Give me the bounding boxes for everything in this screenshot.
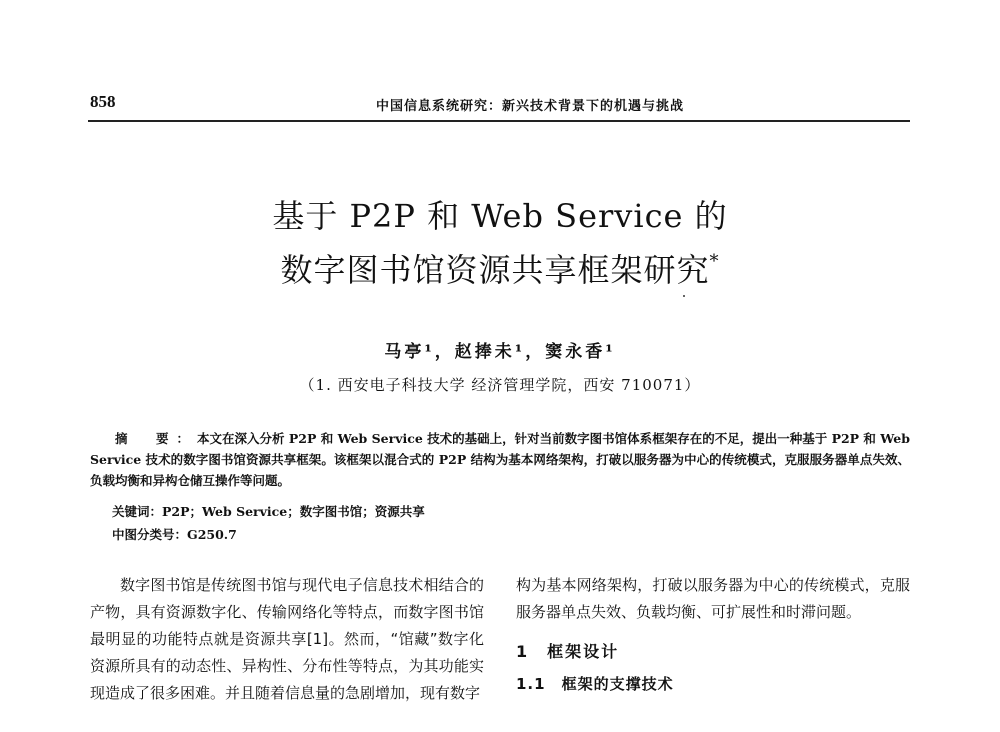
section-heading: 1 框架设计	[516, 642, 620, 661]
body-column-left	[90, 572, 484, 707]
abstract-text: 本文在深入分析 P2P 和 Web Service 技术的基础上，针对当前数字图书馆体系框架存在的不足，提出一种基于 P2P 和 Web Service 技术的数字图书馆资源共享框架。该框架以混合式的 P2P 结构为基本网络架构，打破以服务器为中心的传统模式，克服服务器单点失效、负载均衡和异构仓储互操作等问题。	[90, 431, 910, 488]
running-title: 中国信息系统研究：新兴技术背景下的机遇与挑战	[375, 99, 684, 114]
subsection-heading: 1.1 框架的支撑技术	[516, 675, 674, 693]
page-number: 858	[90, 92, 116, 111]
title-line-2	[0, 239, 1000, 293]
classification-text: G250.7	[187, 527, 237, 542]
body-paragraph-continued: 构为基本网络架构，打破以服务器为中心的传统模式，克服服务器单点失效、负载均衡、可扩展性和时滞问题。	[516, 576, 910, 621]
title-line-2-text: 数字图书馆资源共享框架研究	[280, 251, 710, 289]
scan-speck	[683, 295, 685, 297]
keywords-text: P2P；Web Service；数字图书馆；资源共享	[162, 504, 425, 519]
title-line-1: 基于 P2P 和 Web Service 的	[272, 197, 728, 235]
keywords	[112, 502, 425, 520]
title-footnote-mark: *	[709, 251, 720, 272]
classification-label: 中图分类号：	[112, 527, 188, 542]
author-list: 马亭¹，赵捧未¹，窦永香¹	[384, 342, 616, 362]
classification-number	[112, 525, 237, 543]
abstract	[90, 428, 910, 491]
body-paragraph: 数字图书馆是传统图书馆与现代电子信息技术相结合的产物，具有资源数字化、传输网络化等特点，而数字图书馆最明显的功能特点就是资源共享[1]。然而，“馆藏”数字化资源所具有的动态性、异构性、分布性等特点，为其功能实现造成了很多困难。并且随着信息量的急剧增加，现有数字	[90, 576, 484, 702]
header-rule	[88, 120, 910, 122]
abstract-label: 摘 要：	[115, 431, 198, 446]
keywords-label: 关键词：	[112, 504, 163, 519]
paper-title	[0, 193, 1000, 293]
affiliation: （1. 西安电子科技大学 经济管理学院，西安 710071）	[299, 376, 701, 394]
body-column-right	[516, 572, 910, 698]
